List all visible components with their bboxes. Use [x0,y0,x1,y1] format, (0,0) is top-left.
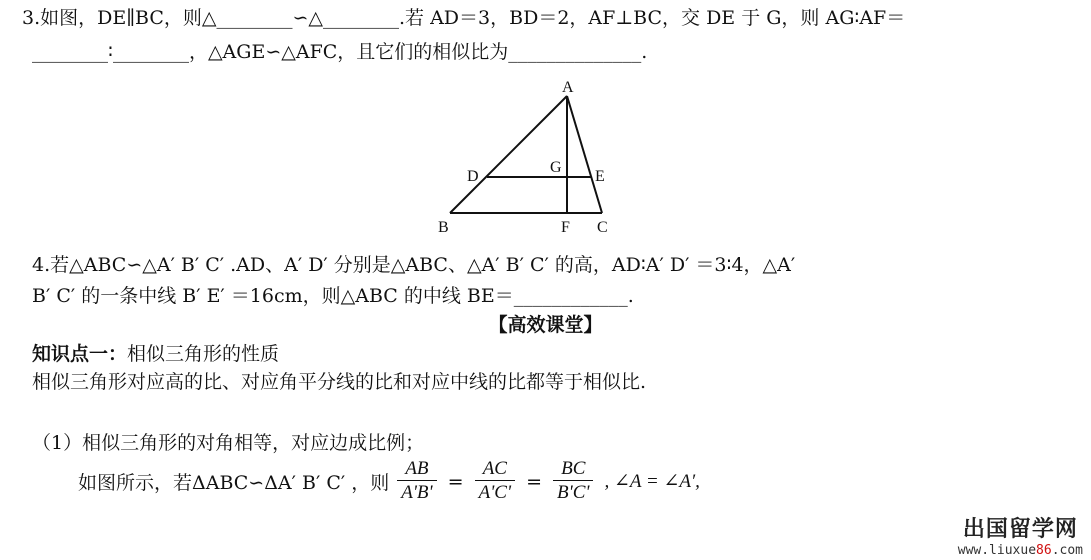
property-1: （1）相似三角形的对角相等，对应边成比例； [32,432,425,454]
watermark-text: 出国留学网 [962,517,1078,542]
problem-3-line-2: ________∶________，△AGE∽△AFC，且它们的相似比为______________. [32,41,648,63]
fraction-bc [553,458,593,505]
knowledge-statement: 相似三角形对应高的比、对应角平分线的比和对应中线的比都等于相似比. [32,371,647,393]
side-ac [567,96,602,213]
equals-sign: = [526,470,542,493]
fraction-ab-numerator: AB [405,458,429,479]
triangle-figure [430,74,630,239]
label-b: B [438,219,449,236]
knowledge-heading [32,342,279,366]
label-c: C [597,219,608,236]
fraction-ab-denominator: A'B' [401,482,433,503]
angle-equality: , ∠A = ∠A′, [604,471,700,492]
fraction-ab [397,458,436,505]
problem-4-line-1: 4.若△ABC∽△A′ B′ C′ .AD、A′ D′ 分别是△ABC、△A′ B′ C′ 的高，AD∶A′ D′ ＝3∶4，△A′ [32,254,796,276]
watermark [958,512,1083,558]
problem-3-line-1: 3.如图，DE∥BC，则△________∽△________.若 AD＝3，BD＝2，AF⊥BC，交 DE 于 G，则 AG∶AF＝ [22,7,906,29]
problem-4-line-2: B′ C′ 的一条中线 B′ E′ ＝16cm，则△ABC 的中线 BE＝____________. [32,285,634,307]
fraction-ac [475,458,515,505]
section-title: 【高效课堂】 [488,314,603,336]
fraction-ac-denominator: A'C' [478,482,512,503]
knowledge-topic: 相似三角形的性质 [127,343,280,365]
label-a: A [562,79,574,96]
fraction-ac-numerator: AC [482,458,507,479]
formula-prefix: 如图所示，若ΔABC∽ΔA′ B′ C′ ，则 [78,472,390,494]
side-ab [450,96,567,213]
watermark-url: www.liuxue86.com [957,543,1083,558]
label-f: F [561,219,570,236]
fraction-bc-numerator: BC [561,458,586,479]
fraction-bc-denominator: B'C' [557,482,590,503]
label-d: D [467,168,479,185]
equals-sign: = [447,470,464,493]
label-e: E [595,168,605,185]
formula-line [78,458,703,505]
label-g: G [550,159,562,176]
knowledge-label: 知识点一： [32,343,128,365]
